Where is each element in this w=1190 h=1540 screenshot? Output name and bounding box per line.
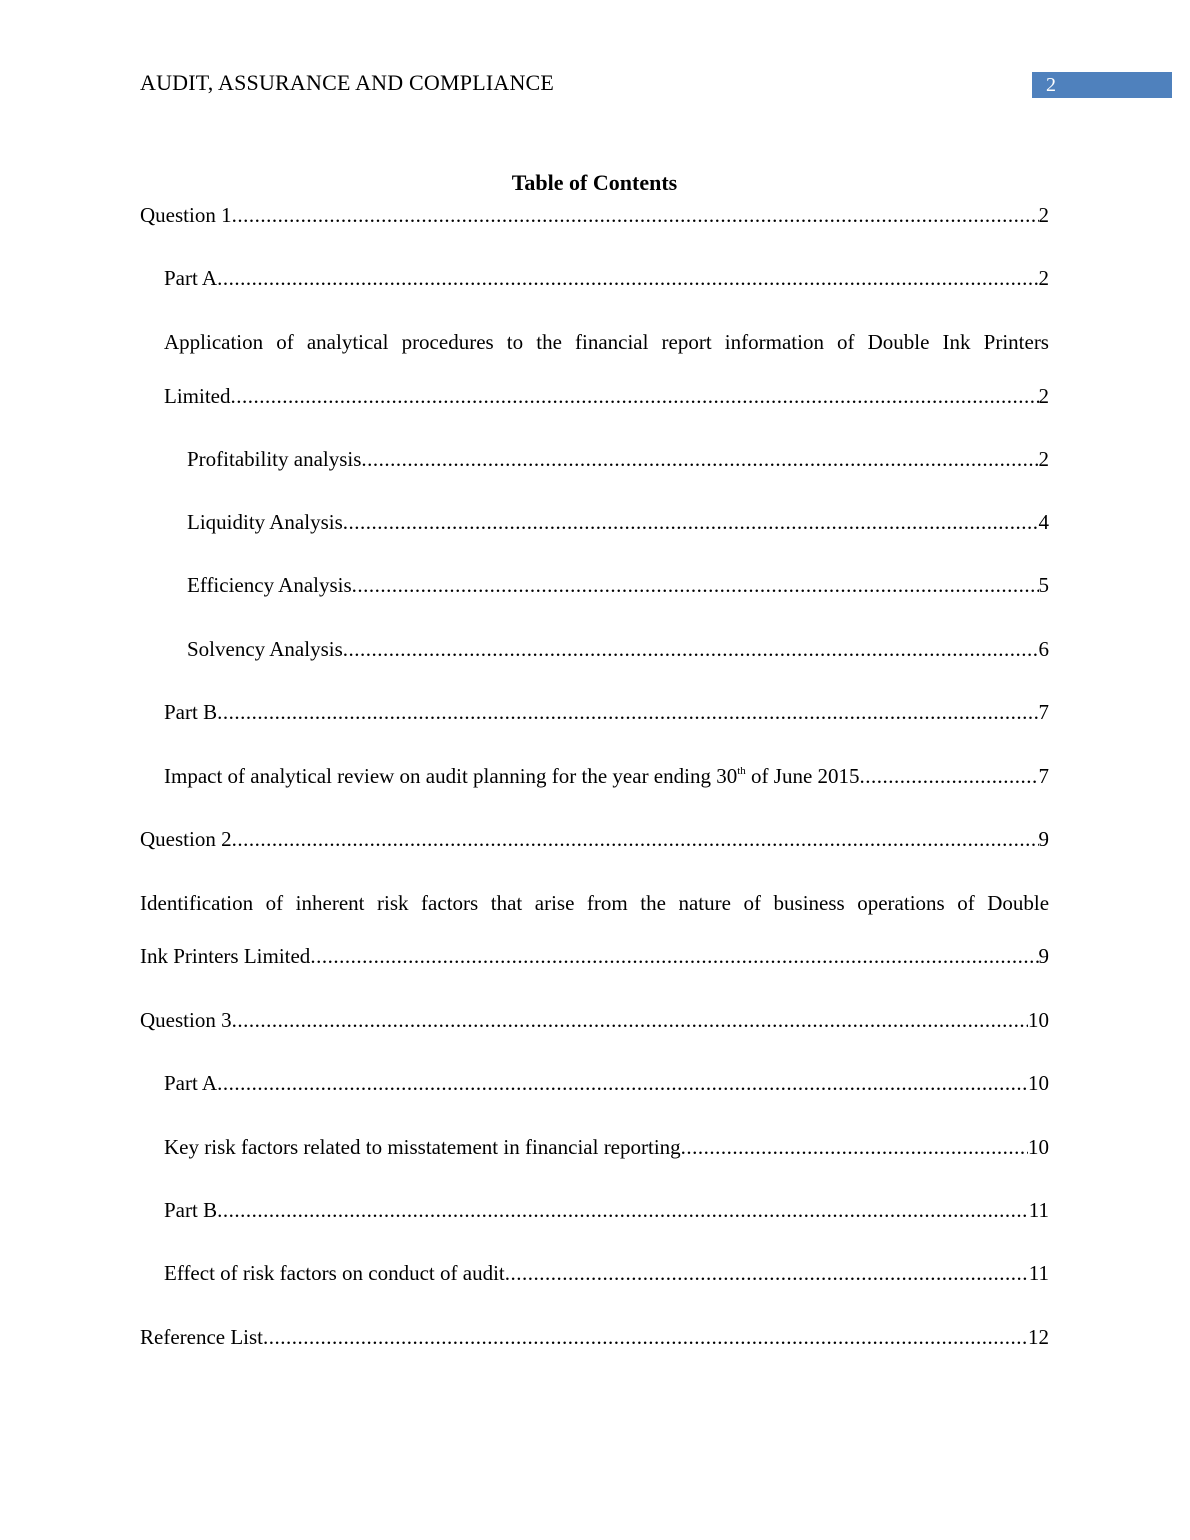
toc-entry-page: 10 [1028, 1071, 1049, 1095]
toc-entry-page: 7 [1038, 764, 1049, 788]
toc-entry-solvency[interactable] [187, 636, 1049, 662]
toc-title: Table of Contents [511, 170, 678, 195]
toc-leader-dots [681, 1134, 1028, 1160]
toc-entry-page: 7 [1038, 700, 1049, 724]
toc-entry-label: Part B [164, 700, 218, 724]
toc-entry-application-line1[interactable]: Application of analytical procedures to the financial report information of Double Ink Printers [164, 330, 1049, 354]
toc-leader-dots [263, 1324, 1028, 1350]
toc-entry-label: Question 3 [140, 1008, 232, 1032]
toc-leader-dots [505, 1260, 1029, 1286]
toc-leader-dots [860, 763, 1039, 789]
toc-leader-dots [232, 202, 1039, 228]
toc-leader-dots [352, 572, 1039, 598]
toc-entry-page: 10 [1028, 1135, 1049, 1159]
toc-leader-dots [217, 1070, 1028, 1096]
toc-entry-label: Effect of risk factors on conduct of audit [164, 1261, 505, 1285]
toc-entry-reference-list[interactable] [140, 1324, 1049, 1350]
toc-entry-impact-analytical-review[interactable] [164, 763, 1049, 789]
toc-leader-dots [217, 699, 1038, 725]
toc-entry-page: 2 [1038, 447, 1049, 471]
toc-entry-label: Part A [164, 266, 218, 290]
toc-entry-page: 11 [1028, 1198, 1049, 1222]
toc-entry-part-b[interactable] [164, 699, 1049, 725]
toc-entry-profitability[interactable] [187, 446, 1049, 472]
toc-entry-part-a[interactable] [164, 265, 1049, 291]
toc-leader-dots [231, 383, 1039, 409]
toc-entry-question-3[interactable] [140, 1007, 1049, 1033]
toc-leader-dots [361, 446, 1038, 472]
toc-entry-part-b-q3[interactable] [164, 1197, 1049, 1223]
toc-leader-dots [232, 826, 1039, 852]
toc-entry-identification-line1[interactable]: Identification of inherent risk factors that arise from the nature of business operations of Double [140, 891, 1050, 915]
toc-leader-dots [343, 636, 1039, 662]
toc-entry-label: Key risk factors related to misstatement in financial reporting [164, 1135, 681, 1159]
toc-leader-dots [217, 265, 1038, 291]
toc-entry-page: 9 [1038, 944, 1049, 968]
toc-entry-label: Part A [164, 1071, 218, 1095]
toc-entry-efficiency[interactable] [187, 572, 1049, 598]
toc-entry-question-1[interactable] [140, 202, 1049, 228]
toc-entry-page: 12 [1028, 1325, 1049, 1349]
toc-entry-page: 5 [1038, 573, 1049, 597]
toc-entry-label: Liquidity Analysis [187, 510, 343, 534]
toc-entry-label: Solvency Analysis [187, 637, 343, 661]
toc-leader-dots [232, 1007, 1028, 1033]
toc-entry-page: 2 [1038, 266, 1049, 290]
toc-entry-label: Question 2 [140, 827, 232, 851]
toc-entry-label: Impact of analytical review on audit planning for the year ending 30th of June 2015 [164, 764, 860, 788]
toc-entry-identification[interactable] [140, 943, 1049, 969]
running-header: AUDIT, ASSURANCE AND COMPLIANCE [140, 70, 555, 95]
toc-entry-page: 11 [1028, 1261, 1049, 1285]
toc-entry-question-2[interactable] [140, 826, 1049, 852]
toc-entry-part-a-q3[interactable] [164, 1070, 1049, 1096]
toc-entry-page: 10 [1028, 1008, 1049, 1032]
toc-entry-page: 9 [1038, 827, 1049, 851]
toc-leader-dots [310, 943, 1038, 969]
toc-entry-liquidity[interactable] [187, 509, 1049, 535]
ordinal-superscript: th [737, 765, 746, 777]
page-number: 2 [1032, 72, 1172, 98]
toc-leader-dots [217, 1197, 1029, 1223]
toc-entry-page: 2 [1038, 203, 1049, 227]
toc-entry-label: Part B [164, 1198, 218, 1222]
toc-entry-label: Efficiency Analysis [187, 573, 352, 597]
toc-entry-key-risk-factors[interactable] [164, 1134, 1049, 1160]
toc-entry-page: 4 [1038, 510, 1049, 534]
toc-entry-page: 6 [1038, 637, 1049, 661]
toc-entry-page: 2 [1038, 384, 1049, 408]
toc-entry-label: Reference List [140, 1325, 264, 1349]
toc-entry-effect-of-risk-factors[interactable] [164, 1260, 1049, 1286]
toc-entry-label: Ink Printers Limited [140, 944, 311, 968]
toc-entry-label: Profitability analysis [187, 447, 362, 471]
toc-entry-application[interactable] [164, 383, 1049, 409]
toc-entry-label: Limited [164, 384, 231, 408]
toc-leader-dots [343, 509, 1039, 535]
toc-entry-label: Question 1 [140, 203, 232, 227]
